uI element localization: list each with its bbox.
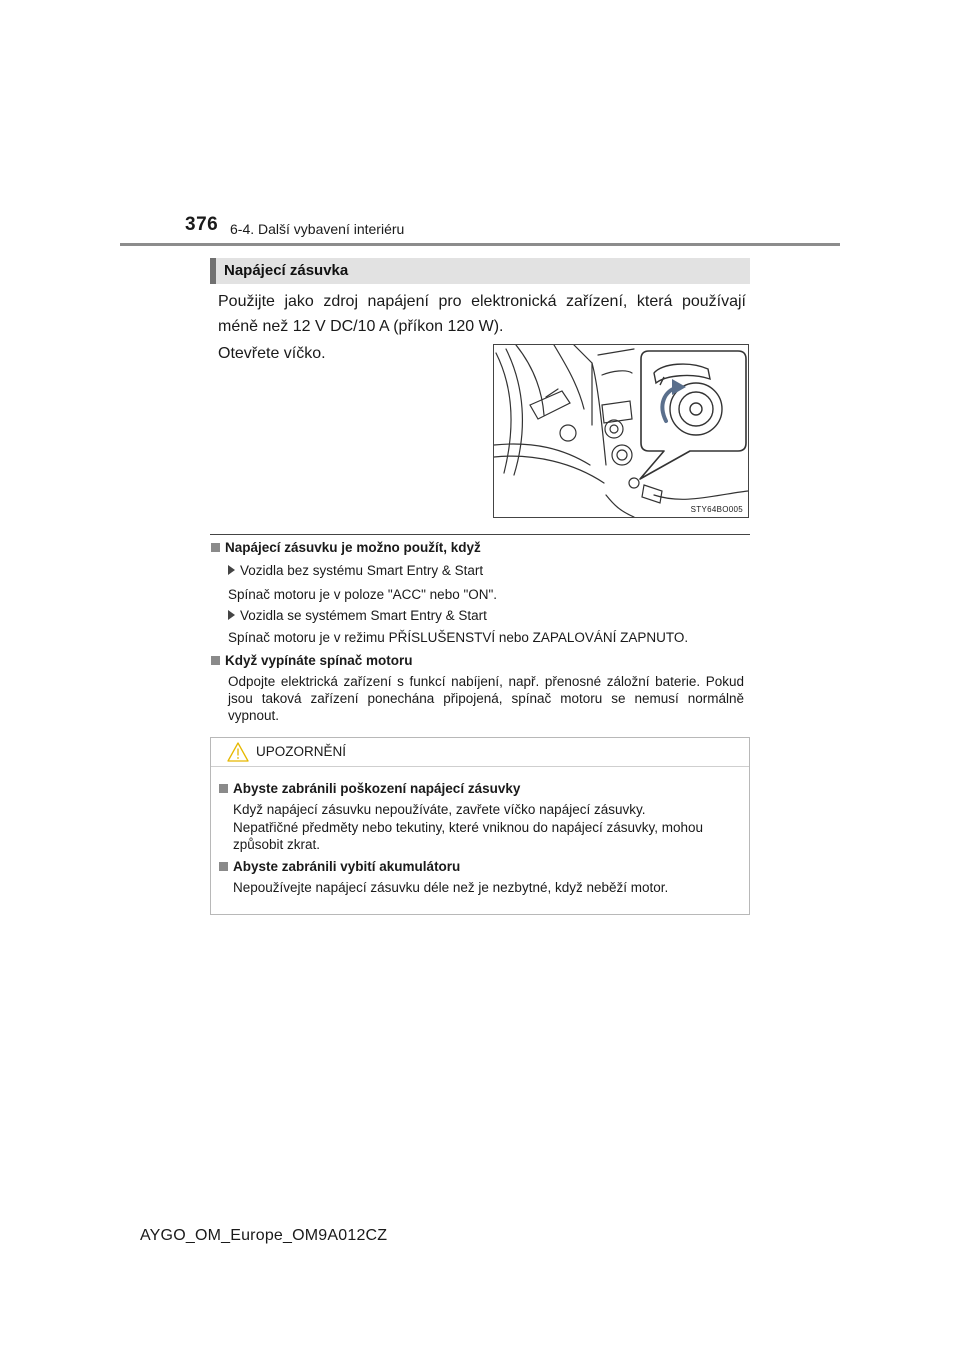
illustration-code: STY64BO005 <box>690 505 743 514</box>
caution-heading <box>219 781 520 796</box>
step-instruction: Otevřete víčko. <box>218 345 326 362</box>
note-sub-bullet <box>228 607 487 624</box>
caution-box <box>210 737 750 915</box>
caution-header-divider <box>211 766 749 767</box>
intro-paragraph: Použijte jako zdroj napájení pro elektronická zařízení, která používají méně než 12 V DC/10 A (příkon 120 W). <box>218 293 746 335</box>
caution-heading-text: Abyste zabránili vybití akumulátoru <box>233 859 461 874</box>
caution-text: Když napájecí zásuvku nepoužíváte, zavřete víčko napájecí zásuvky. <box>233 802 646 817</box>
page-number: 376 <box>185 214 219 235</box>
note-heading-usable-when <box>211 540 481 555</box>
caution-heading <box>219 859 460 874</box>
note-heading-switch-off <box>211 653 413 668</box>
square-bullet-icon <box>211 543 220 552</box>
square-bullet-icon <box>211 656 220 665</box>
note-sub-bullet-text: Vozidla bez systému Smart Entry & Start <box>240 563 484 578</box>
power-outlet-illustration <box>493 344 749 518</box>
note-sub-bullet <box>228 562 483 579</box>
caution-label: UPOZORNĚNÍ <box>256 744 347 759</box>
note-text: Spínač motoru je v režimu PŘÍSLUŠENSTVÍ nebo ZAPALOVÁNÍ ZAPNUTO. <box>228 630 689 645</box>
square-bullet-icon <box>219 862 228 871</box>
section-breadcrumb: 6-4. Další vybavení interiéru <box>230 221 405 237</box>
note-text: Spínač motoru je v poloze "ACC" nebo "ON". <box>228 587 498 602</box>
note-heading-text: Napájecí zásuvku je možno použít, když <box>225 540 481 555</box>
section-title: Napájecí zásuvka <box>224 262 349 279</box>
caution-heading-text: Abyste zabránili poškození napájecí zásuvky <box>233 781 521 796</box>
triangle-bullet-icon <box>228 565 235 575</box>
warning-triangle-icon <box>226 741 250 763</box>
caution-text: Nepatřičné předměty nebo tekutiny, které vniknou do napájecí zásuvky, mohou způsobit zkrat. <box>233 820 704 852</box>
section-title-marker <box>210 258 216 284</box>
square-bullet-icon <box>219 784 228 793</box>
section-title-bar <box>210 258 750 284</box>
dashboard-outlet-drawing <box>494 345 748 517</box>
note-heading-text: Když vypínáte spínač motoru <box>225 653 413 668</box>
note-sub-bullet-text: Vozidla se systémem Smart Entry & Start <box>240 608 487 623</box>
note-text: Odpojte elektrická zařízení s funkcí nabíjení, např. přenosné záložní baterie. Pokud jsou taková zařízení ponechána připojená, spínač motoru se nemusí normálně vypnout. <box>228 674 744 723</box>
triangle-bullet-icon <box>228 610 235 620</box>
notes-divider <box>210 534 750 535</box>
footer-document-id: AYGO_OM_Europe_OM9A012CZ <box>140 1227 388 1244</box>
caution-text: Nepoužívejte napájecí zásuvku déle než je nezbytné, když neběží motor. <box>233 880 669 895</box>
header-divider <box>120 243 840 246</box>
